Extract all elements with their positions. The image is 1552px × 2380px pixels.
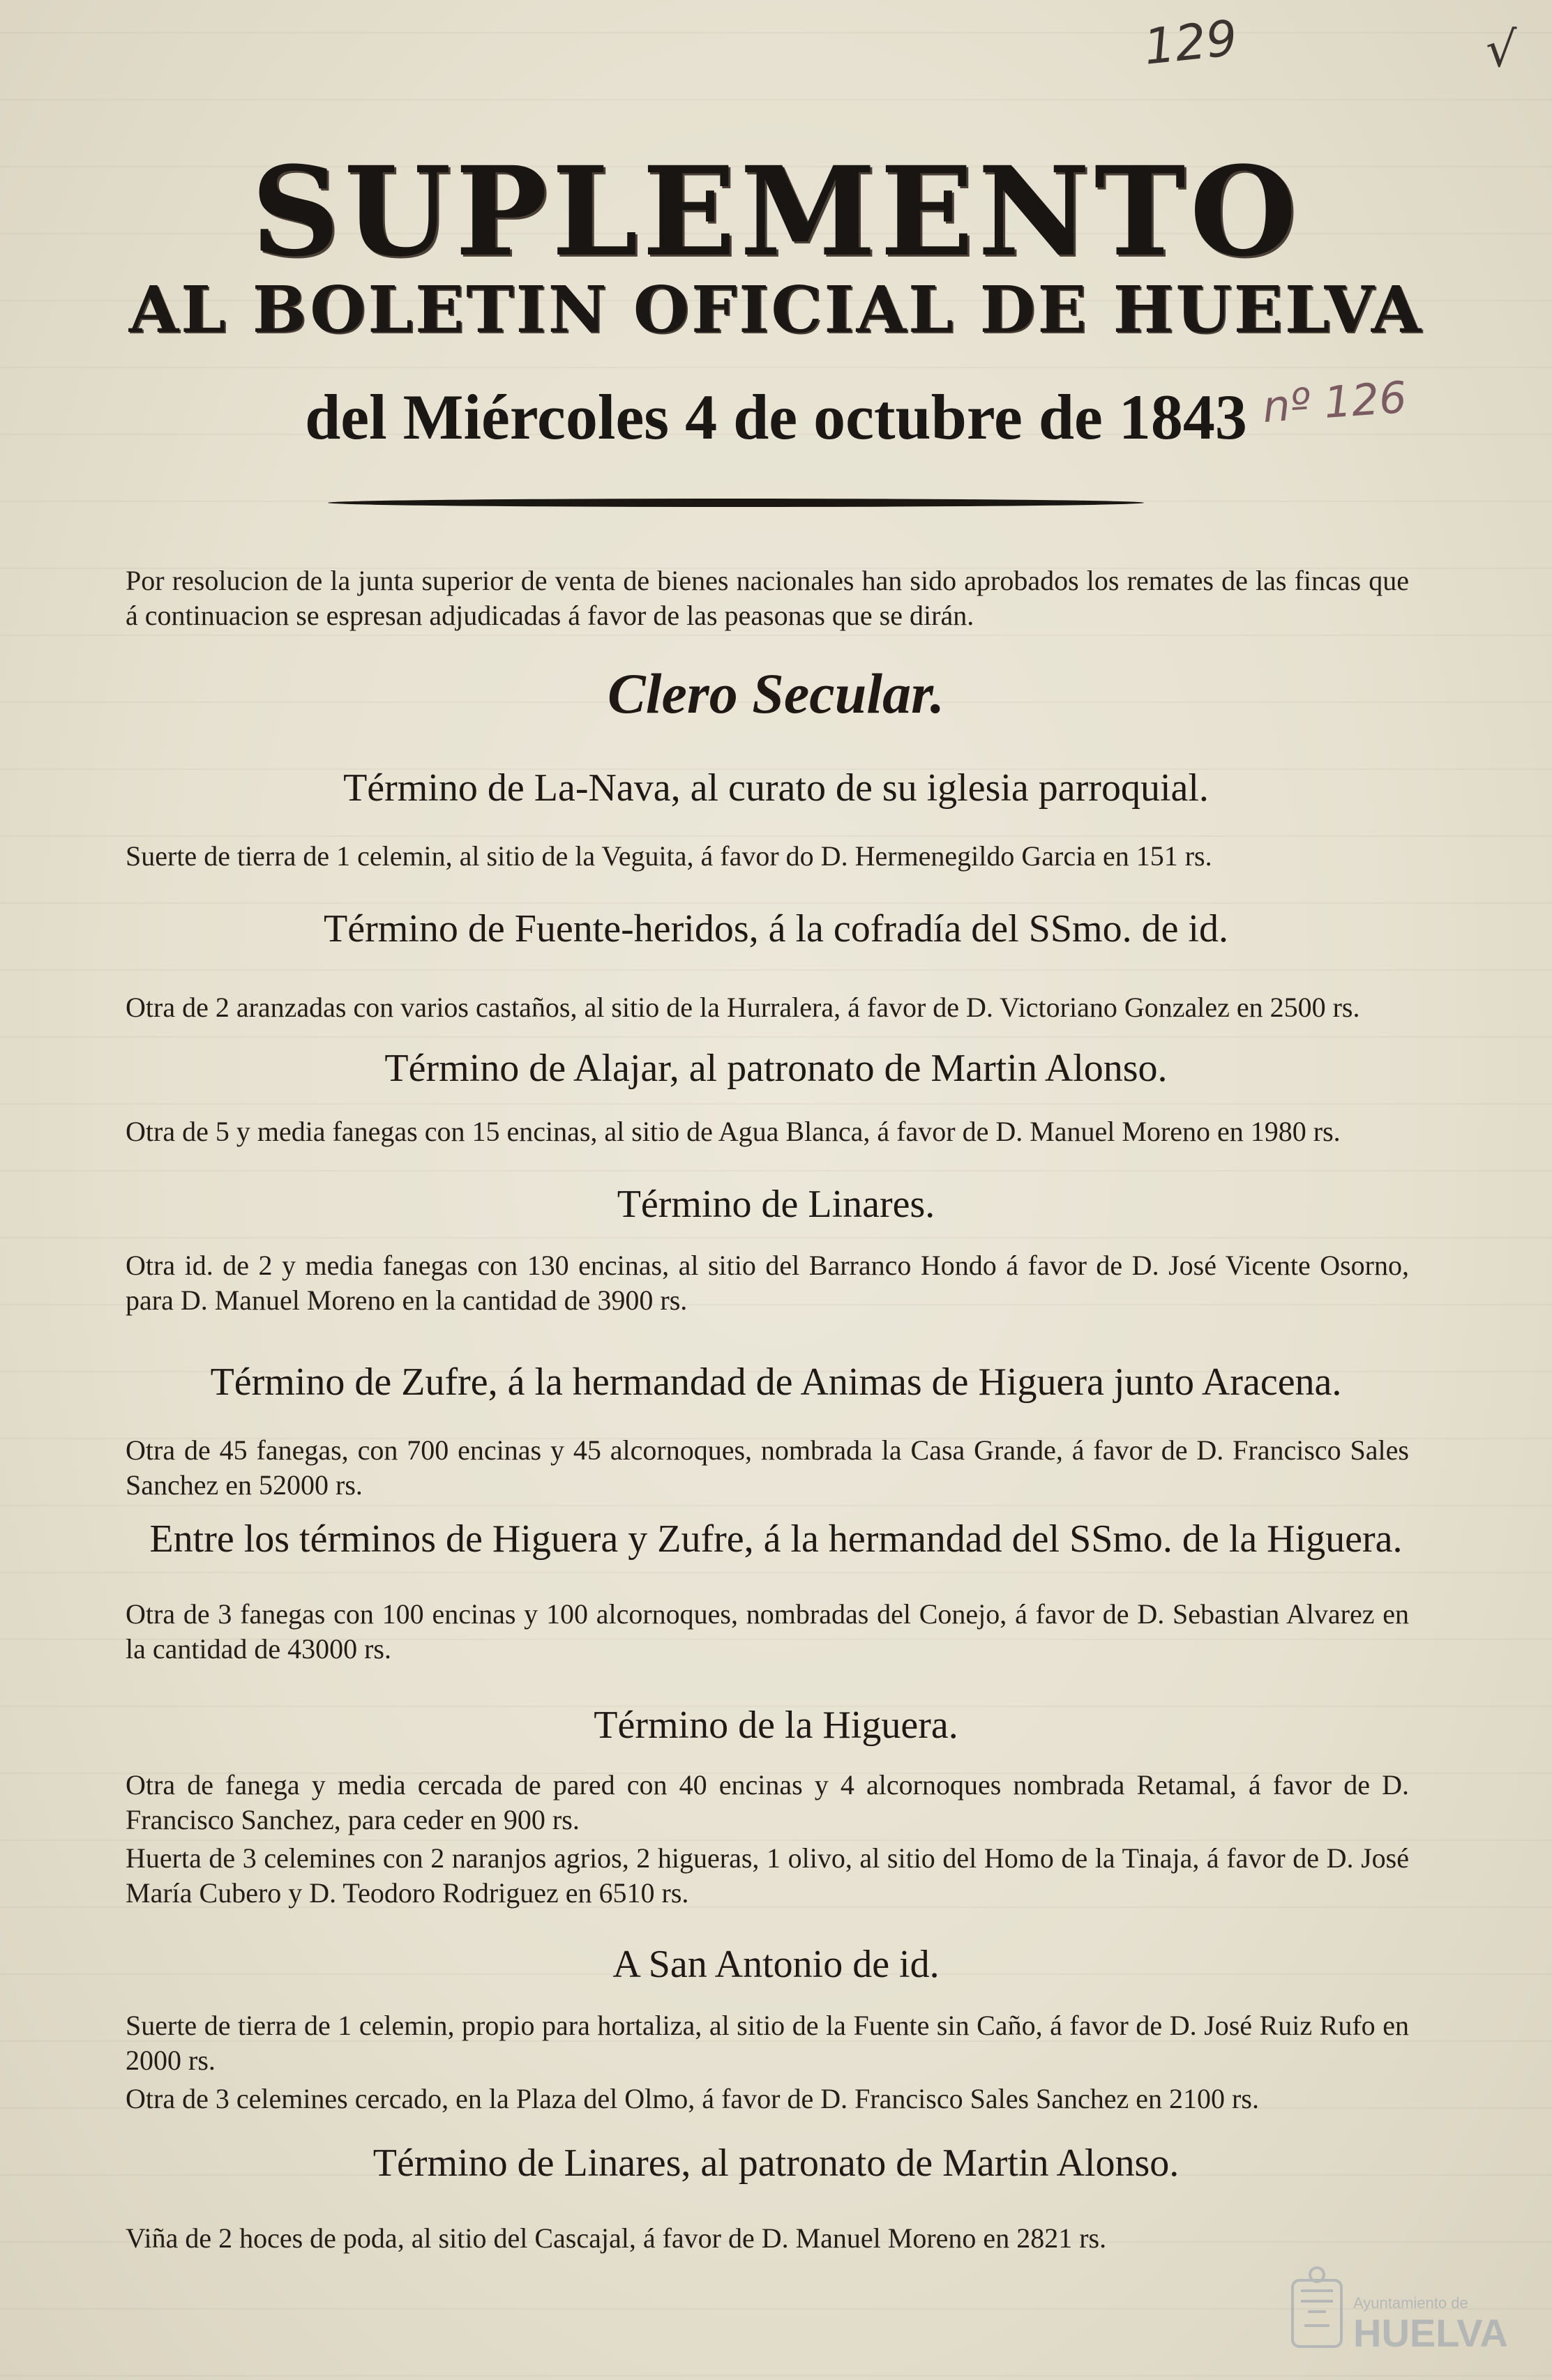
section-title: Clero Secular. xyxy=(608,662,944,725)
entry-heading: Término de Fuente-heridos, á la cofradía del SSmo. de id. xyxy=(324,907,1228,950)
entry-text: Otra id. de 2 y media fanegas con 130 encinas, al sitio del Barranco Hondo á favor de D. José Vicente Osorno, para D. Manuel Moreno en la cantidad de 3900 rs. xyxy=(126,1250,1409,1316)
document-date: del Miércoles 4 de octubre de 1843 xyxy=(305,381,1247,453)
entry-text: Suerte de tierra de 1 celemin, al sitio de la Veguita, á favor do D. Hermenegildo Garcia en 151 rs. xyxy=(126,840,1212,872)
entry-text-secondary: Otra de 3 celemines cercado, en la Plaza del Olmo, á favor de D. Francisco Sales Sanchez en 2100 rs. xyxy=(126,2083,1259,2114)
stamp-small-text: Ayuntamiento de xyxy=(1353,2294,1468,2312)
entry-heading: Término de Linares, al patronato de Martin Alonso. xyxy=(372,2142,1180,2185)
entry-heading: A San Antonio de id. xyxy=(612,1943,940,1986)
entry-heading: Término de Linares. xyxy=(617,1183,935,1226)
intro-paragraph: Por resolucion de la junta superior de venta de bienes nacionales han sido aprobados los remates de las fincas que á continuacion se espresan adjudicadas á favor de las peasonas que se dirán. xyxy=(126,565,1409,631)
entry-text: Otra de 2 aranzadas con varios castaños, al sitio de la Hurralera, á favor de D. Victoriano Gonzalez en 2500 rs. xyxy=(126,992,1360,1023)
title-divider-rule xyxy=(328,499,1144,507)
document-title: SUPLEMENTO xyxy=(251,139,1301,284)
stamp-text: HUELVA xyxy=(1353,2311,1508,2355)
archive-stamp-logo xyxy=(1287,2259,1524,2364)
entry-heading: Término de La-Nava, al curato de su iglesia parroquial. xyxy=(343,766,1209,810)
entry-heading: Término de la Higuera. xyxy=(594,1704,958,1747)
entry-text: Otra de 3 fanegas con 100 encinas y 100 alcornoques, nombradas del Conejo, á favor de D. Sebastian Alvarez en la cantidad de 43000 rs. xyxy=(126,1598,1409,1665)
handwritten-check-mark: √ xyxy=(1486,21,1517,78)
document-subtitle: AL BOLETIN OFICIAL DE HUELVA xyxy=(128,272,1424,347)
entry-heading: Término de Zufre, á la hermandad de Animas de Higuera junto Aracena. xyxy=(210,1360,1342,1404)
entry-text: Otra de fanega y media cercada de pared con 40 encinas y 4 alcornoques nombrada Retamal, á favor de D. Francisco Sanchez, para ceder en 900 rs. xyxy=(126,1769,1409,1835)
entry-text: Suerte de tierra de 1 celemin, propio para hortaliza, al sitio de la Fuente sin Caño, á favor de D. José Ruiz Rufo en 2000 rs. xyxy=(126,2010,1409,2076)
entry-text-secondary: Huerta de 3 celemines con 2 naranjos agrios, 2 higueras, 1 olivo, al sitio del Homo de la Tinaja, á favor de D. José María Cubero y D. Teodoro Rodriguez en 6510 rs. xyxy=(126,1842,1409,1909)
handwritten-document-number: nº 126 xyxy=(1260,371,1408,433)
entry-text: Otra de 5 y media fanegas con 15 encinas, al sitio de Agua Blanca, á favor de D. Manuel Moreno en 1980 rs. xyxy=(126,1116,1341,1147)
entry-heading: Término de Alajar, al patronato de Martin Alonso. xyxy=(384,1047,1168,1090)
entry-text: Otra de 45 fanegas, con 700 encinas y 45 alcornoques, nombrada la Casa Grande, á favor de D. Francisco Sales Sanchez en 52000 rs. xyxy=(126,1434,1409,1501)
entry-text: Viña de 2 hoces de poda, al sitio del Cascajal, á favor de D. Manuel Moreno en 2821 rs. xyxy=(126,2222,1107,2254)
entry-heading: Entre los términos de Higuera y Zufre, á la hermandad del SSmo. de la Higuera. xyxy=(149,1517,1403,1561)
handwritten-page-number: 129 xyxy=(1141,9,1240,76)
